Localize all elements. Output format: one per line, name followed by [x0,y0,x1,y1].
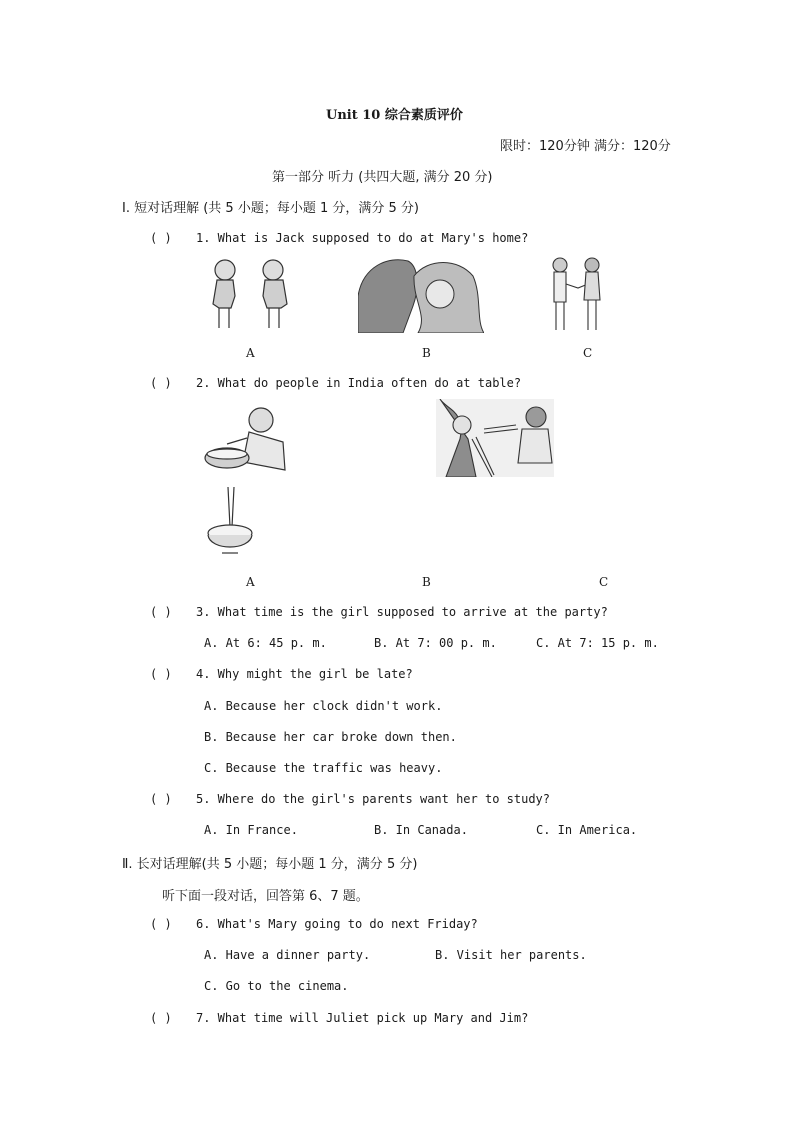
q3-option-c[interactable]: C. At 7: 15 p. m. [536,636,659,650]
q1-label-a: A [246,346,255,360]
q2-picture-b [436,399,554,477]
q3-answer-blank[interactable]: ( ) [150,605,172,619]
q4-option-b[interactable]: B. Because her car broke down then. [204,730,457,744]
q6-option-a[interactable]: A. Have a dinner party. [204,948,371,962]
section2-instruction: 听下面一段对话，回答第 6、7 题。 [162,889,369,904]
q2-picture-a [203,402,288,472]
q2-picture-c [204,487,256,559]
part1-heading: 第一部分 听力 (共四大题, 满分 20 分) [272,170,493,185]
q5-option-a[interactable]: A. In France. [204,823,298,837]
q2-answer-blank[interactable]: ( ) [150,376,172,390]
q1-question: 1. What is Jack supposed to do at Mary's home? [196,231,529,245]
q1-picture-b [358,256,484,333]
q6-answer-blank[interactable]: ( ) [150,917,172,931]
page-title: Unit 10 综合素质评价 [326,108,463,123]
q1-answer-blank[interactable]: ( ) [150,231,172,245]
q5-option-c[interactable]: C. In America. [536,823,638,837]
q4-option-c[interactable]: C. Because the traffic was heavy. [204,761,443,775]
q5-option-b[interactable]: B. In Canada. [374,823,468,837]
q2-question: 2. What do people in India often do at table? [196,376,522,390]
q1-picture-a [205,256,300,332]
q7-question: 7. What time will Juliet pick up Mary and Jim? [196,1011,529,1025]
q2-label-c: C [599,575,609,589]
section2-heading: Ⅱ. 长对话理解(共 5 小题；每小题 1 分，满分 5 分) [122,857,418,872]
section1-heading: Ⅰ. 短对话理解 (共 5 小题；每小题 1 分，满分 5 分) [122,201,419,216]
q6-question: 6. What's Mary going to do next Friday? [196,917,478,931]
q2-label-a: A [246,575,255,589]
q4-answer-blank[interactable]: ( ) [150,667,172,681]
q1-label-c: C [583,346,593,360]
q2-label-b: B [422,575,431,589]
q6-option-b[interactable]: B. Visit her parents. [435,948,587,962]
q4-question: 4. Why might the girl be late? [196,667,413,681]
q1-label-b: B [422,346,431,360]
q3-option-a[interactable]: A. At 6: 45 p. m. [204,636,327,650]
time-limit: 限时：120分钟 满分：120分 [500,139,671,154]
q1-picture-c [548,256,606,332]
q3-option-b[interactable]: B. At 7: 00 p. m. [374,636,497,650]
q5-question: 5. Where do the girl's parents want her to study? [196,792,551,806]
q4-option-a[interactable]: A. Because her clock didn't work. [204,699,443,713]
q7-answer-blank[interactable]: ( ) [150,1011,172,1025]
q5-answer-blank[interactable]: ( ) [150,792,172,806]
q3-question: 3. What time is the girl supposed to arrive at the party? [196,605,608,619]
q6-option-c[interactable]: C. Go to the cinema. [204,979,349,993]
